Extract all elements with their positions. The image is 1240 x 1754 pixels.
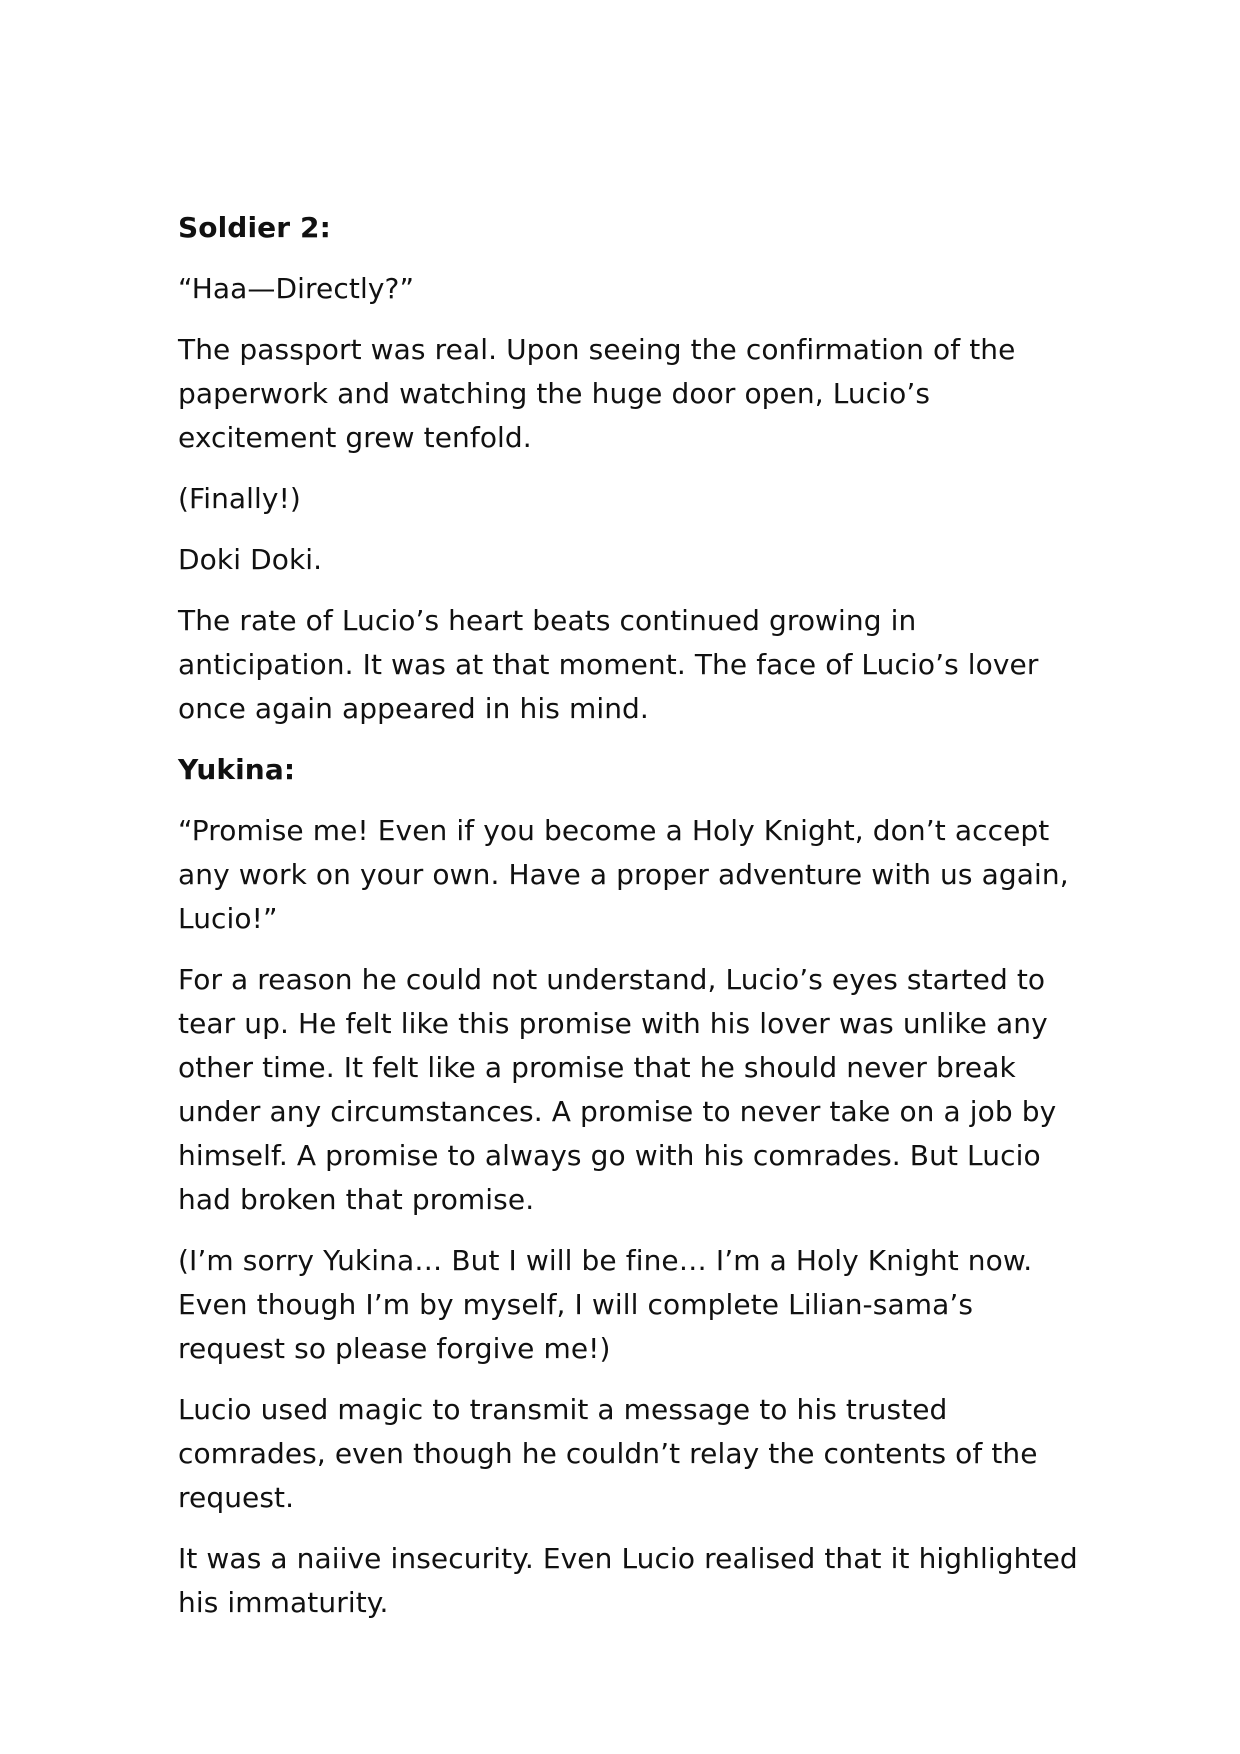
speaker-label-soldier-2: Soldier 2:	[178, 211, 331, 244]
narration-paragraph: For a reason he could not understand, Lucio’s eyes started to tear up. He felt like this promise with his lover was unlike any other time. It felt like a promise that he should never break under any circumstances. A promise to never take on a job by himself. A promise to always go with his comrades. But Lucio had broken that promise.	[178, 963, 1057, 1216]
thought-line: (Finally!)	[178, 482, 301, 515]
narration-paragraph: It was a naiive insecurity. Even Lucio realised that it highlighted his immaturity.	[178, 1542, 1078, 1619]
narration-paragraph: Lucio used magic to transmit a message to his trusted comrades, even though he couldn’t relay the contents of the request.	[178, 1393, 1038, 1514]
speaker-label-yukina: Yukina:	[178, 753, 296, 786]
narration-paragraph: The passport was real. Upon seeing the confirmation of the paperwork and watching the huge door open, Lucio’s excitement grew tenfold.	[178, 333, 1016, 454]
document-body	[178, 206, 1078, 1642]
narration-paragraph: The rate of Lucio’s heart beats continued growing in anticipation. It was at that moment. The face of Lucio’s lover once again appeared in his mind.	[178, 604, 1039, 725]
thought-paragraph: (I’m sorry Yukina… But I will be fine… I’m a Holy Knight now. Even though I’m by myself, I will complete Lilian-sama’s request so please forgive me!)	[178, 1244, 1033, 1365]
sound-effect-line: Doki Doki.	[178, 543, 323, 576]
dialogue-line: “Haa—Directly?”	[178, 272, 415, 305]
dialogue-line: “Promise me! Even if you become a Holy Knight, don’t accept any work on your own. Have a proper adventure with us again, Lucio!”	[178, 814, 1069, 935]
